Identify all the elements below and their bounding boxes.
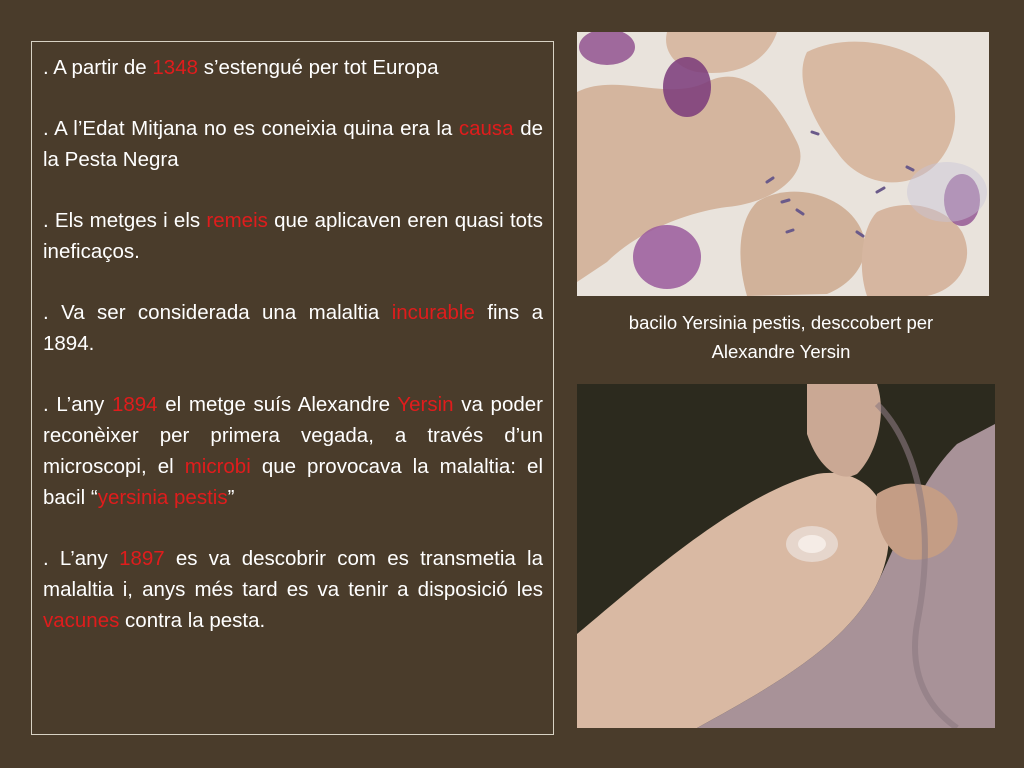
body-text: . A l’Edat Mitjana no es coneixia quina era la (43, 117, 459, 140)
highlight-text: incurable (391, 301, 475, 324)
body-text: . A partir de (43, 56, 153, 79)
highlight-text: 1348 (152, 56, 199, 79)
paragraph-1 (43, 52, 543, 83)
body-text: va poder reconèixer per primera vegada, a través d’un microscopi, el (43, 393, 543, 478)
highlight-text: Yersin (397, 393, 454, 416)
paragraph-4 (43, 297, 543, 359)
caption-line-2: Alexandre Yersin (711, 341, 851, 362)
paragraph-6 (43, 543, 543, 636)
highlight-text: microbi (184, 455, 251, 478)
paragraph-3 (43, 205, 543, 267)
highlight-text: causa (458, 117, 514, 140)
highlight-text: 1894 (111, 393, 158, 416)
paragraph-5 (43, 389, 543, 513)
body-text: contra la pesta. (119, 609, 266, 632)
body-text: . Els metges i els (43, 209, 207, 232)
body-text: . Va ser considerada una malaltia (43, 301, 392, 324)
highlight-text: vacunes (43, 609, 120, 632)
caption-line-1: bacilo Yersinia pestis, desccobert per (628, 312, 934, 333)
body-text: es va descobrir com es transmetia la malaltia i, anys més tard es va tenir a disposició les (43, 547, 543, 601)
body-text: que provocava la malaltia: el bacil “ (43, 455, 543, 509)
highlight-text: yersinia pestis (97, 486, 228, 509)
body-text: el metge suís Alexandre (157, 393, 398, 416)
body-text: s’estengué per tot Europa (198, 56, 439, 79)
body-text: . L’any (43, 393, 112, 416)
bubo-photo (577, 384, 995, 728)
body-text: . L’any (43, 547, 120, 570)
microscope-picture (577, 32, 989, 296)
highlight-text: remeis (206, 209, 268, 232)
paragraph-2 (43, 113, 543, 175)
bubo-picture (577, 384, 995, 728)
image-caption (578, 308, 984, 366)
microscope-image (577, 32, 989, 296)
body-text: ” (227, 486, 235, 509)
body-text: fins a 1894. (43, 301, 543, 355)
body-text: que aplicaven eren quasi tots ineficaços. (43, 209, 543, 263)
text-panel (31, 41, 554, 735)
highlight-text: 1897 (119, 547, 165, 570)
body-text: de la Pesta Negra (43, 117, 543, 171)
